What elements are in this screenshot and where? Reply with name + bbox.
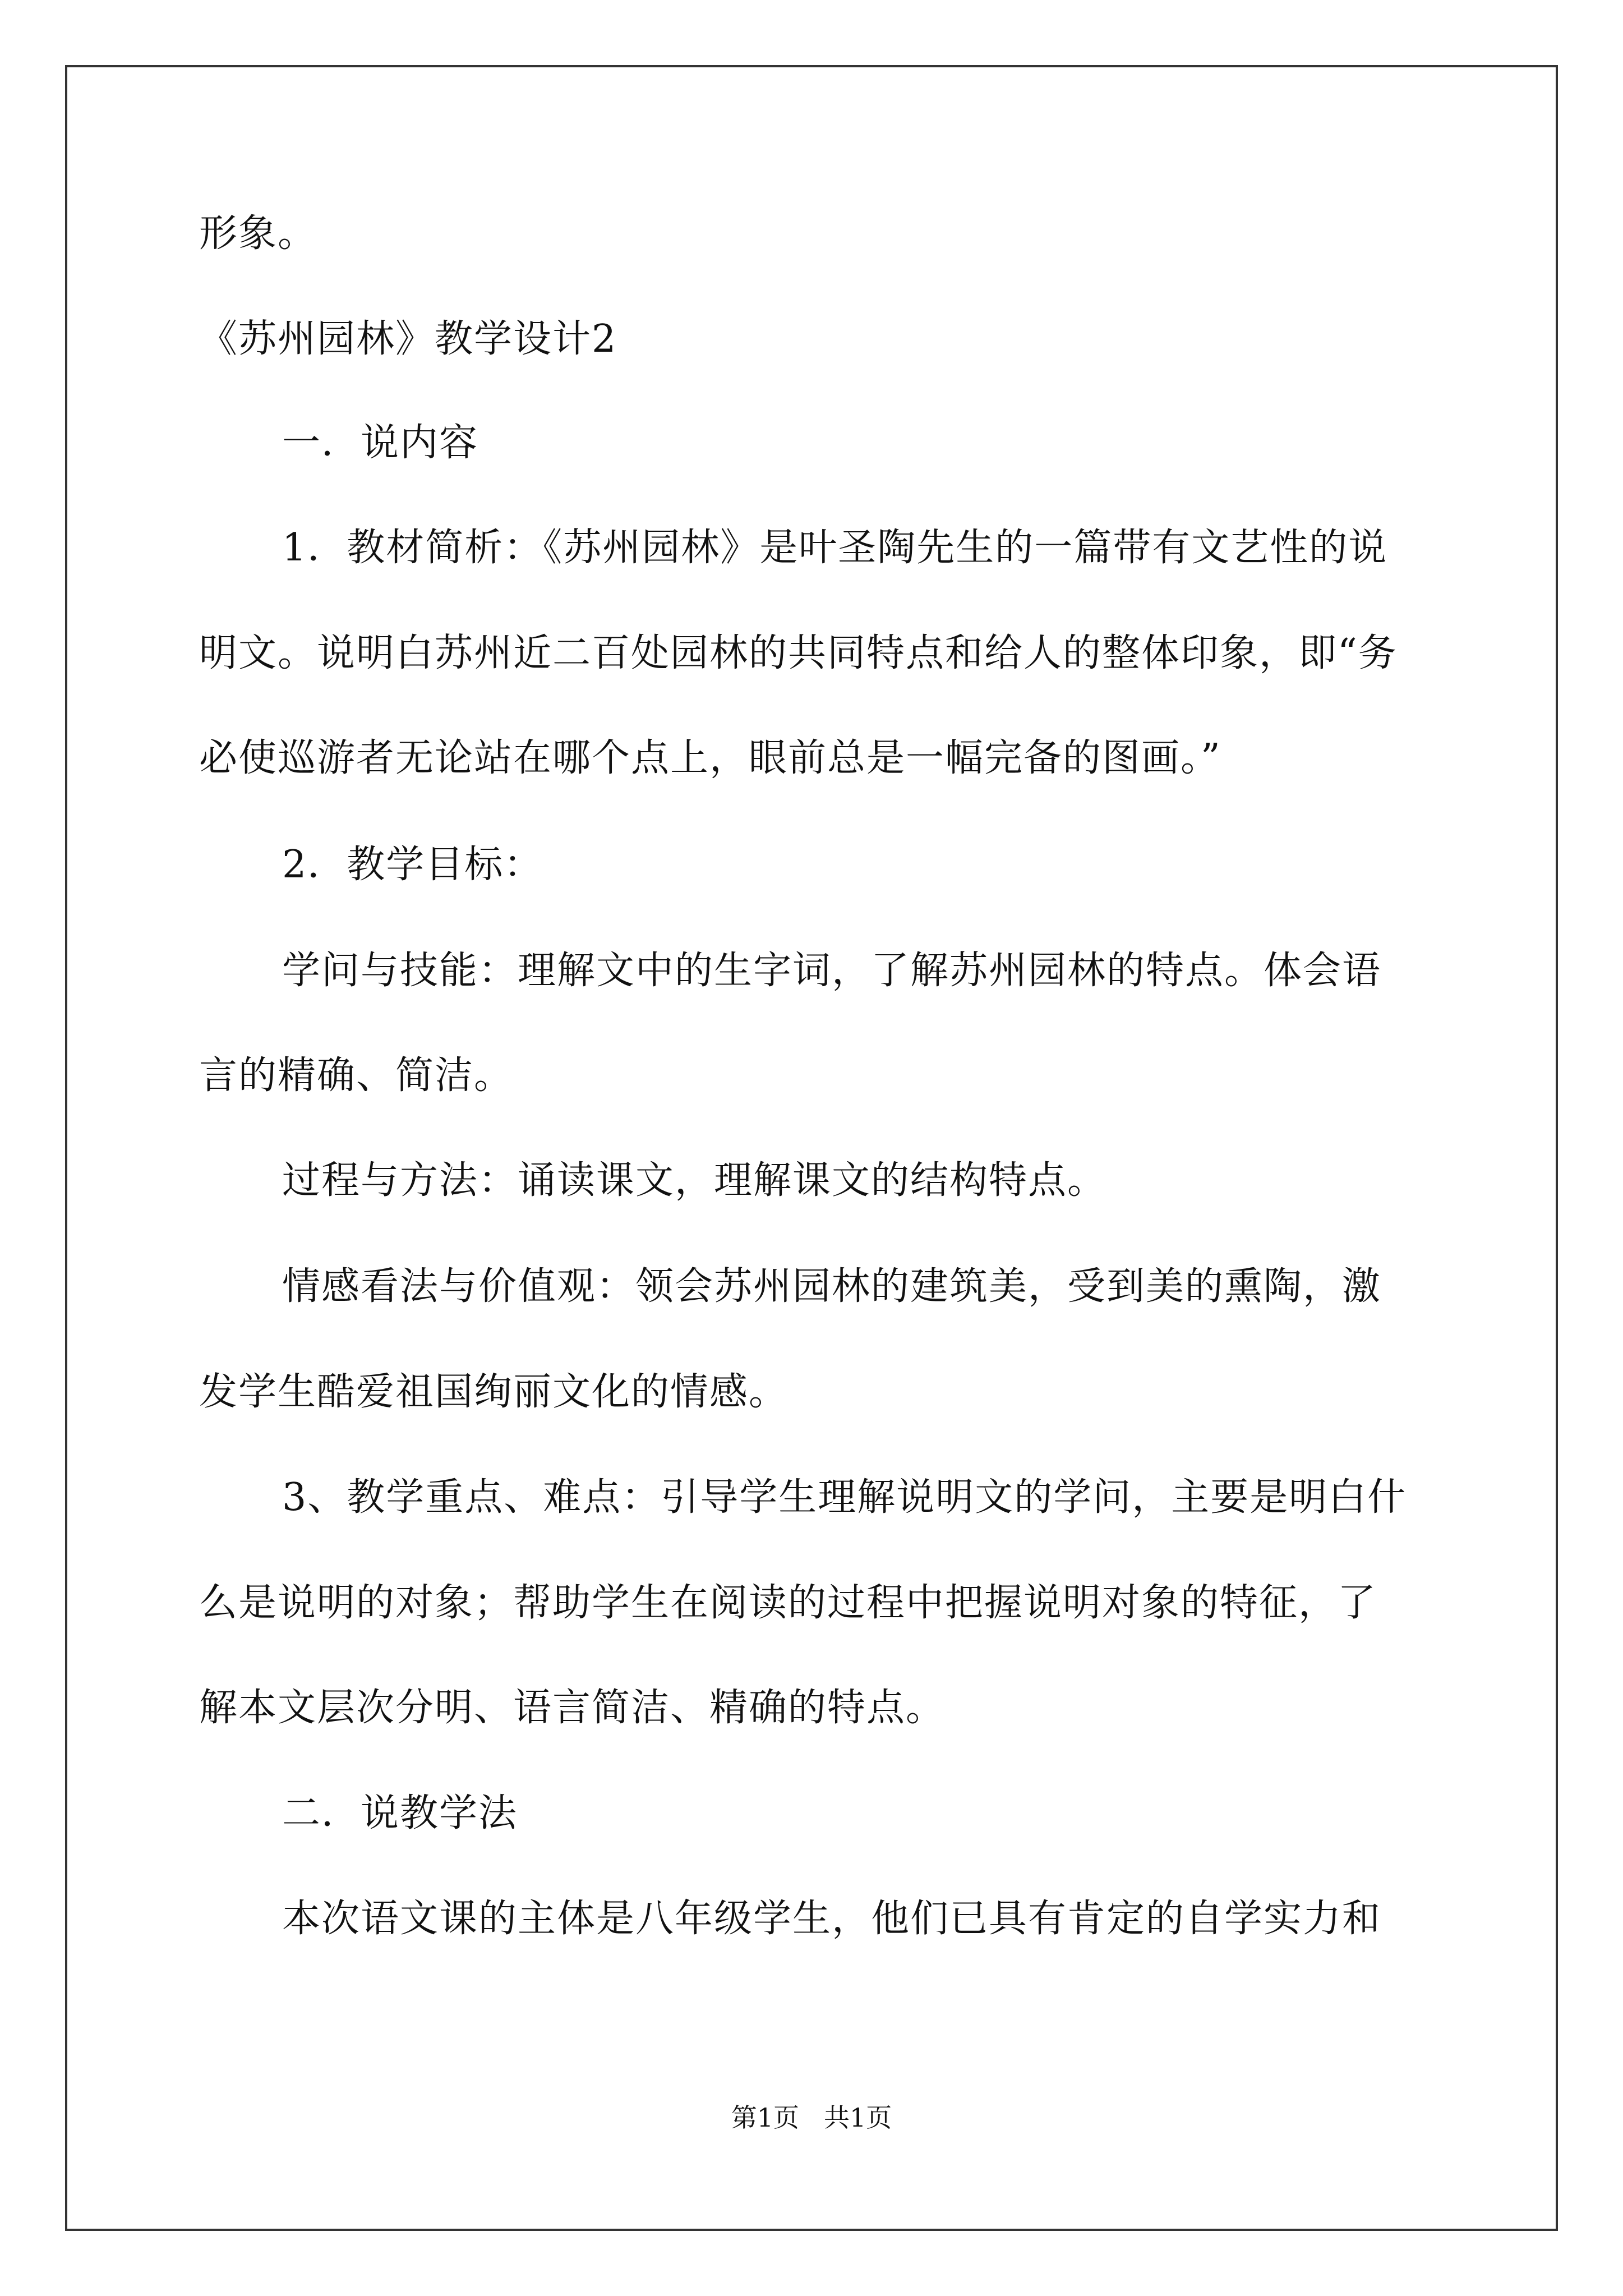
body-line-15: 解本文层次分明、语言简洁、精确的特点。 <box>199 1686 946 1730</box>
heading-3: 二．说教学法 <box>282 1791 518 1835</box>
body-line-6: 必使巡游者无论站在哪个点上，眼前总是一幅完备的图画。” <box>199 736 1221 780</box>
body-line-4: 1．教材简析：《苏州园林》是叶圣陶先生的一篇带有文艺性的说 <box>282 526 1388 570</box>
body-line-14: 么是说明的对象；帮助学生在阅读的过程中把握说明对象的特征，了 <box>199 1581 1377 1625</box>
body-line-5: 明文。说明白苏州近二百处园林的共同特点和给人的整体印象，即“务 <box>199 631 1398 675</box>
body-line-9: 言的精确、简洁。 <box>199 1053 514 1098</box>
heading-1: 一．说内容 <box>282 421 479 465</box>
body-line-17: 本次语文课的主体是八年级学生，他们已具有肯定的自学实力和 <box>282 1897 1382 1941</box>
body-line-13: 3、教学重点、难点：引导学生理解说明文的学问，主要是明白什 <box>282 1475 1407 1520</box>
section-title: 《苏州园林》教学设计2 <box>199 317 617 361</box>
body-line-8: 学问与技能：理解文中的生字词，了解苏州园林的特点。体会语 <box>282 949 1382 993</box>
total-pages-label: 共1页 <box>824 2102 892 2133</box>
body-line-11: 情感看法与价值观：领会苏州园林的建筑美，受到美的熏陶，激 <box>282 1264 1382 1309</box>
body-line-12: 发学生酷爱祖国绚丽文化的情感。 <box>199 1370 789 1414</box>
page-footer <box>0 2101 1623 2134</box>
current-page-label: 第1页 <box>731 2102 799 2133</box>
body-line-10: 过程与方法：诵读课文，理解课文的结构特点。 <box>282 1158 1107 1203</box>
heading-2: 2．教学目标： <box>282 843 543 887</box>
body-line-1: 形象。 <box>199 211 317 256</box>
